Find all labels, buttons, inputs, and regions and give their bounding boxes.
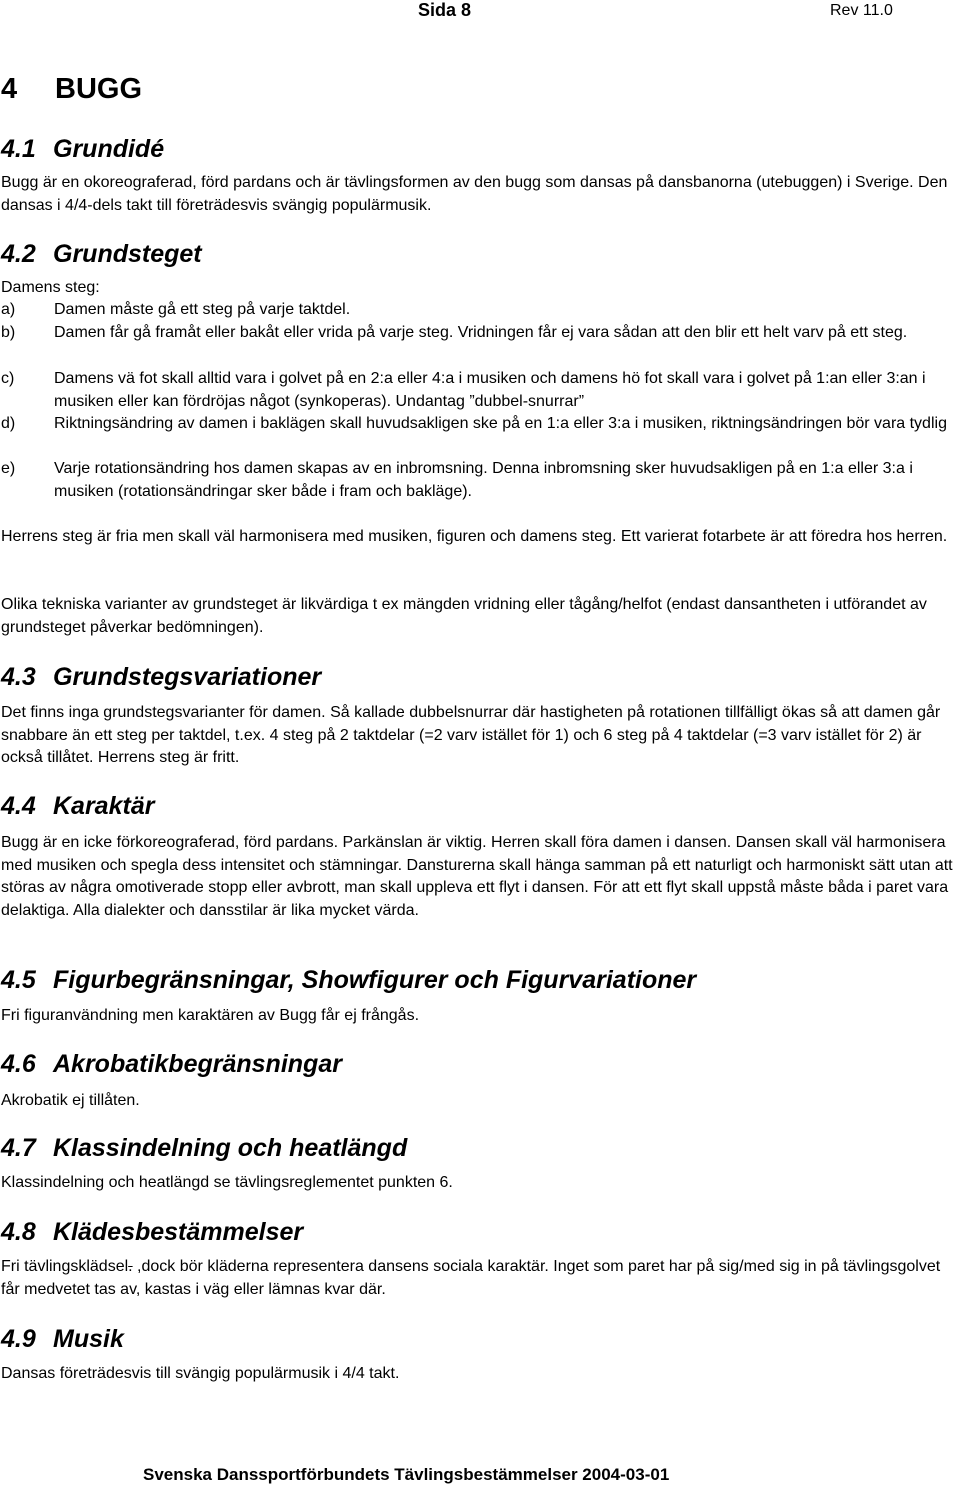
section-number: 4.9 xyxy=(1,1325,36,1353)
section-title: Karaktär xyxy=(53,792,155,820)
section-heading-4-5 xyxy=(1,965,696,995)
paragraph-musik: Dansas företrädesvis till svängig populärmusik i 4/4 takt. xyxy=(1,1365,400,1382)
list-item xyxy=(1,458,957,503)
section-title: Grundsteget xyxy=(53,240,202,268)
section-number: 4.8 xyxy=(1,1218,36,1246)
section-number: 4.3 xyxy=(1,663,36,691)
section-heading-4-8 xyxy=(1,1217,303,1247)
section-title: Grundstegsvariationer xyxy=(53,663,322,691)
list-marker: a) xyxy=(1,301,16,318)
paragraph-klassindelning: Klassindelning och heatlängd se tävlingsreglementet punkten 6. xyxy=(1,1174,453,1191)
section-title: Klädesbestämmelser xyxy=(53,1218,304,1246)
section-number: 4.5 xyxy=(1,966,36,994)
section-heading-4-4 xyxy=(1,791,154,821)
section-number: 4.2 xyxy=(1,240,36,268)
section-title: Klassindelning och heatlängd xyxy=(53,1134,408,1162)
section-heading-4-1 xyxy=(1,134,164,164)
paragraph-herrens-steg: Herrens steg är fria men skall väl harmonisera med musiken, figuren och damens steg. Ett varierat fotarbete är att föredra hos herren. xyxy=(1,528,948,545)
page-number: Sida 8 xyxy=(418,0,472,20)
list-text: Damens vä fot skall alltid vara i golvet på en 2:a eller 4:a i musiken och damens hö fot skall vara i golvet på 1:an eller 3:an i musiken eller kan fördröjas något (synkoperas). Undantag ”dubbel-snurrar” xyxy=(54,370,926,410)
chapter-name: BUGG xyxy=(55,73,142,105)
revision-label: Rev 11.0 xyxy=(830,2,893,19)
list-text: Damen får gå framåt eller bakåt eller vrida på varje steg. Vridningen får ej vara sådan att den blir ett helt varv på ett steg. xyxy=(54,324,908,341)
section-title: Figurbegränsningar, Showfigurer och Figurvariationer xyxy=(53,966,697,994)
paragraph-grundide: Bugg är en okoreograferad, förd pardans och är tävlingsformen av den bugg som dansas på dansbanorna (utebuggen) i Sverige. Den dansas i 4/4-dels takt till företrädesvis svängig populärmusik. xyxy=(1,174,948,214)
list-marker: e) xyxy=(1,460,16,477)
struck-text: . xyxy=(128,1258,133,1275)
section-heading-4-7 xyxy=(1,1133,407,1163)
list-item xyxy=(1,413,957,436)
list-text: Varje rotationsändring hos damen skapas av en inbromsning. Denna inbromsning sker huvudsakligen på en 1:a eller 3:a i musiken (rotationsändringar sker både i fram och bakläge). xyxy=(54,460,913,500)
list-item xyxy=(1,368,957,413)
paragraph-kladesbestammelser xyxy=(1,1256,957,1301)
paragraph-karaktar: Bugg är en icke förkoreograferad, förd pardans. Parkänslan är viktig. Herren skall föra damen i dansen. Dansen skall väl harmonisera med musiken och spegla dess intensitet och stämningar. Dansturerna skall hänga samman på ett naturligt och harmoniskt sätt utan att störas av några omotiverade stopp eller avbrott, man skall uppleva ett flyt i dansen. För att ett flyt skall uppstå måste båda i paret vara delaktiga. Alla dialekter och dansstilar är lika mycket värda. xyxy=(1,834,953,919)
section-heading-4-2 xyxy=(1,239,202,269)
list-marker: d) xyxy=(1,415,16,432)
list-marker: c) xyxy=(1,370,15,387)
list-text: Riktningsändring av damen i baklägen skall huvudsakligen ske på en 1:a eller 3:a i musiken, riktningsändringen bör vara tydlig xyxy=(54,415,947,432)
list-item xyxy=(1,299,957,322)
paragraph-varianter: Olika tekniska varianter av grundsteget är likvärdiga t ex mängden vridning eller tågång/helfot (endast dansantheten i utförandet av grundsteget påverkar bedömningen). xyxy=(1,596,927,636)
section-title: Musik xyxy=(53,1325,124,1353)
paragraph-grundstegsvariationer: Det finns inga grundstegsvarianter för damen. Så kallade dubbelsnurrar där hastigheten på rotationen tillfälligt ökas så att damen går snabbare än ett steg per taktdel, t.ex. 4 steg på 2 taktdelar (=2 varv istället för 1) och 6 steg på 4 taktdelar (=3 varv istället för 2) är också tillåtet. Herrens steg är fritt. xyxy=(1,704,941,766)
section-number: 4.7 xyxy=(1,1134,36,1162)
list-marker: b) xyxy=(1,324,16,341)
section-heading-4-9 xyxy=(1,1324,124,1354)
section-number: 4.4 xyxy=(1,792,36,820)
section-number: 4.1 xyxy=(1,135,36,163)
section-title: Grundidé xyxy=(53,135,165,163)
section-heading-4-6 xyxy=(1,1049,342,1079)
section-title: Akrobatikbegränsningar xyxy=(53,1050,342,1078)
text-part: el xyxy=(115,1258,129,1275)
page-footer: Svenska Danssportförbundets Tävlingsbestämmelser 2004-03-01 xyxy=(143,1465,670,1484)
chapter-title xyxy=(1,72,142,106)
text-part: ,dock bör kläderna representera dansens sociala karaktär. Inget som paret har på sig/med sig in på tävlingsgolvet får medvetet tas av, kastas i väg eller lämnas kvar där. xyxy=(1,1258,941,1298)
paragraph-figurbegransningar: Fri figuranvändning men karaktären av Bugg får ej frångås. xyxy=(1,1007,420,1024)
text-part: Fri tävlingskläds xyxy=(1,1258,116,1275)
list-text: Damen måste gå ett steg på varje taktdel. xyxy=(54,301,351,318)
list-item xyxy=(1,322,957,345)
section-heading-4-3 xyxy=(1,662,321,692)
section-number: 4.6 xyxy=(1,1050,36,1078)
chapter-number: 4 xyxy=(1,73,18,105)
paragraph-damens-steg: Damens steg: xyxy=(1,279,100,296)
paragraph-akrobatik: Akrobatik ej tillåten. xyxy=(1,1092,140,1109)
